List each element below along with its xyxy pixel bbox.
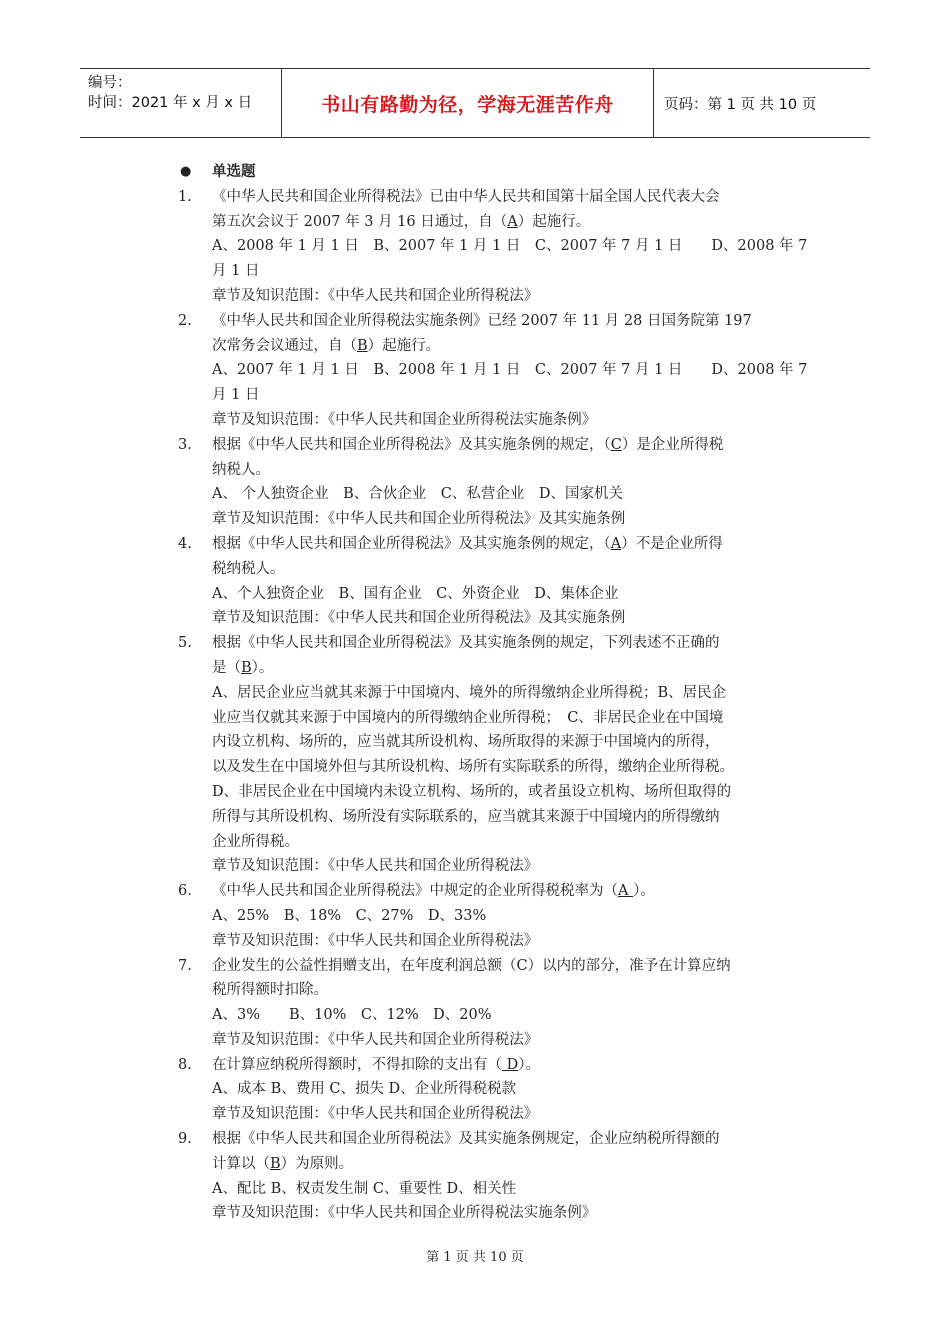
question-text: 根据《中华人民共和国企业所得税法》及其实施条例规定，企业应纳税所得额的 — [212, 1131, 720, 1148]
question-line — [212, 557, 808, 582]
question-text: 以及发生在中国境外但与其所设机构、场所有实际联系的所得，缴纳企业所得税。 — [212, 759, 734, 776]
question-text: 章节及知识范围：《中华人民共和国企业所得税法》 — [212, 932, 539, 949]
question-item — [0, 1053, 808, 1127]
question-line — [212, 408, 808, 433]
section-title: 单选题 — [212, 164, 256, 180]
document-body — [0, 160, 950, 1226]
page-header — [80, 68, 870, 138]
question-line — [212, 879, 808, 904]
page-footer: 第 1 页 共 10 页 — [426, 1250, 524, 1265]
header-meta — [80, 69, 282, 137]
question-line — [212, 1077, 808, 1102]
question-text: A、配比 B、权责发生制 C、重要性 D、相关性 — [212, 1180, 517, 1197]
question-text: 纳税人。 — [212, 461, 270, 478]
document-number-label: 编号： — [88, 75, 132, 91]
question-line — [212, 780, 808, 805]
question-line — [212, 978, 808, 1003]
question-line — [212, 1152, 808, 1177]
question-item — [0, 532, 808, 631]
question-line — [212, 507, 808, 532]
question-line — [212, 929, 808, 954]
question-item — [0, 1127, 808, 1226]
question-text: 章节及知识范围：《中华人民共和国企业所得税法》 — [212, 1031, 539, 1048]
question-text: 根据《中华人民共和国企业所得税法》及其实施条例的规定，（ — [212, 535, 611, 552]
question-text: A、3% B、10% C、12% D、20% — [212, 1007, 492, 1024]
question-item — [0, 954, 808, 1053]
question-list — [0, 185, 950, 1226]
question-text: A、居民企业应当就其来源于中国境内、境外的所得缴纳企业所得税；B、居民企 — [212, 684, 727, 701]
question-number: 5. — [178, 635, 192, 652]
question-text: 章节及知识范围：《中华人民共和国企业所得税法》 — [212, 287, 539, 304]
question-line — [212, 309, 808, 334]
question-number: 2. — [178, 312, 192, 329]
question-line — [212, 830, 808, 855]
question-line — [212, 706, 808, 731]
question-text: 《中华人民共和国企业所得税法》已由中华人民共和国第十届全国人民代表大会 — [212, 188, 720, 205]
answer-choice: B — [241, 659, 252, 676]
question-line — [212, 805, 808, 830]
question-text: 业应当仅就其来源于中国境内的所得缴纳企业所得税； C、非居民企业在中国境 — [212, 709, 724, 726]
question-text: ）。 — [518, 1056, 540, 1073]
question-text: 章节及知识范围：《中华人民共和国企业所得税法实施条例》 — [212, 411, 597, 428]
question-line — [212, 1201, 808, 1226]
answer-choice: C — [610, 436, 622, 453]
question-text: 是（ — [212, 659, 241, 676]
question-text: 第五次会议于 2007 年 3 月 16 日通过，自（ — [212, 213, 508, 230]
question-text: 企业所得税。 — [212, 833, 299, 850]
question-text: ）不是企业所得 — [621, 535, 723, 552]
question-item — [0, 631, 808, 879]
question-text: ）。 — [633, 883, 655, 900]
document-date: 时间：2021 年 x 月 x 日 — [88, 95, 253, 111]
answer-choice: B — [357, 337, 368, 354]
question-line — [212, 606, 808, 631]
question-text: A、成本 B、费用 C、损失 D、企业所得税税款 — [212, 1081, 517, 1098]
question-text: 税所得额时扣除。 — [212, 982, 328, 999]
question-text: 内设立机构、场所的，应当就其所设机构、场所取得的来源于中国境内的所得， — [212, 734, 720, 751]
question-text: 税纳税人。 — [212, 560, 285, 577]
question-text: 计算以（ — [212, 1155, 270, 1172]
question-text: ）。 — [251, 659, 274, 676]
question-line — [212, 1028, 808, 1053]
question-text: ）为原则。 — [280, 1155, 354, 1172]
question-line — [212, 1127, 808, 1152]
header-page-info-cell — [654, 69, 870, 137]
question-text: 《中华人民共和国企业所得税法实施条例》已经 2007 年 11 月 28 日国务院第 197 — [212, 312, 752, 329]
question-number: 8. — [178, 1056, 192, 1073]
question-line — [212, 482, 808, 507]
question-text: 章节及知识范围：《中华人民共和国企业所得税法》及其实施条例 — [212, 610, 626, 627]
question-number: 6. — [178, 883, 192, 900]
question-line — [212, 730, 808, 755]
question-text: 所得与其所设机构、场所没有实际联系的，应当就其来源于中国境内的所得缴纳 — [212, 808, 720, 825]
question-line — [212, 433, 808, 458]
question-line — [212, 904, 808, 929]
answer-choice: A — [610, 535, 622, 552]
question-line — [212, 582, 808, 607]
question-text: 月 1 日 — [212, 387, 260, 404]
question-text: A、25% B、18% C、27% D、33% — [212, 907, 487, 924]
question-item — [0, 433, 808, 532]
question-text: ）起施行。 — [367, 337, 441, 354]
question-line — [212, 1053, 808, 1078]
question-line — [212, 631, 808, 656]
question-number: 1. — [178, 188, 192, 205]
question-text: 月 1 日 — [212, 263, 260, 280]
question-line — [212, 185, 808, 210]
question-text: A、 个人独资企业 B、合伙企业 C、私营企业 D、国家机关 — [212, 486, 623, 503]
question-line — [212, 210, 808, 235]
question-line — [212, 854, 808, 879]
question-line — [212, 681, 808, 706]
question-text: 在计算应纳税所得额时，不得扣除的支出有（ — [212, 1056, 502, 1073]
question-number: 3. — [178, 436, 192, 453]
section-heading — [0, 160, 950, 185]
question-text: 章节及知识范围：《中华人民共和国企业所得税法》 — [212, 858, 539, 875]
question-text: 章节及知识范围：《中华人民共和国企业所得税法》 — [212, 1106, 539, 1123]
question-number: 4. — [178, 535, 192, 552]
header-motto-cell — [282, 69, 654, 137]
question-text: 《中华人民共和国企业所得税法》中规定的企业所得税税率为（ — [212, 883, 618, 900]
question-text: D、非居民企业在中国境内未设立机构、场所的，或者虽设立机构、场所但取得的 — [212, 783, 732, 800]
page-info: 页码：第 1 页 共 10 页 — [664, 96, 817, 113]
answer-choice: D — [502, 1056, 519, 1073]
question-line — [212, 234, 808, 259]
question-text: 根据《中华人民共和国企业所得税法》及其实施条例的规定，下列表述不正确的 — [212, 635, 720, 652]
question-text: 次常务会议通过，自（ — [212, 337, 357, 354]
question-line — [212, 259, 808, 284]
question-line — [212, 358, 808, 383]
motto: 书山有路勤为径，学海无涯苦作舟 — [321, 93, 614, 116]
question-line — [212, 532, 808, 557]
question-number: 9. — [178, 1131, 192, 1148]
question-text: 企业发生的公益性捐赠支出，在年度利润总额（C）以内的部分，准予在计算应纳 — [212, 957, 731, 974]
question-line — [212, 1003, 808, 1028]
question-text: A、2007 年 1 月 1 日 B、2008 年 1 月 1 日 C、2007 年 7 月 1 日 D、2008 年 7 — [212, 362, 808, 379]
question-line — [212, 383, 808, 408]
bullet-icon: ● — [180, 164, 192, 179]
answer-choice: B — [270, 1155, 281, 1172]
question-text: A、个人独资企业 B、国有企业 C、外资企业 D、集体企业 — [212, 585, 619, 602]
question-line — [212, 954, 808, 979]
question-line — [212, 656, 808, 681]
question-item — [0, 879, 808, 953]
question-text: ）是企业所得税 — [621, 436, 724, 453]
question-line — [212, 1177, 808, 1202]
question-line — [212, 334, 808, 359]
question-line — [212, 284, 808, 309]
question-number: 7. — [178, 957, 192, 974]
question-item — [0, 185, 808, 309]
answer-choice: A — [618, 883, 634, 900]
question-line — [212, 1102, 808, 1127]
question-line — [212, 755, 808, 780]
question-text: 章节及知识范围：《中华人民共和国企业所得税法实施条例》 — [212, 1205, 597, 1222]
question-text: A、2008 年 1 月 1 日 B、2007 年 1 月 1 日 C、2007 年 7 月 1 日 D、2008 年 7 — [212, 238, 808, 255]
answer-choice: A — [507, 213, 518, 230]
question-text: 章节及知识范围：《中华人民共和国企业所得税法》及其实施条例 — [212, 511, 626, 528]
question-text: 根据《中华人民共和国企业所得税法》及其实施条例的规定，（ — [212, 436, 611, 453]
question-text: ）起施行。 — [517, 213, 591, 230]
question-item — [0, 309, 808, 433]
question-line — [212, 458, 808, 483]
